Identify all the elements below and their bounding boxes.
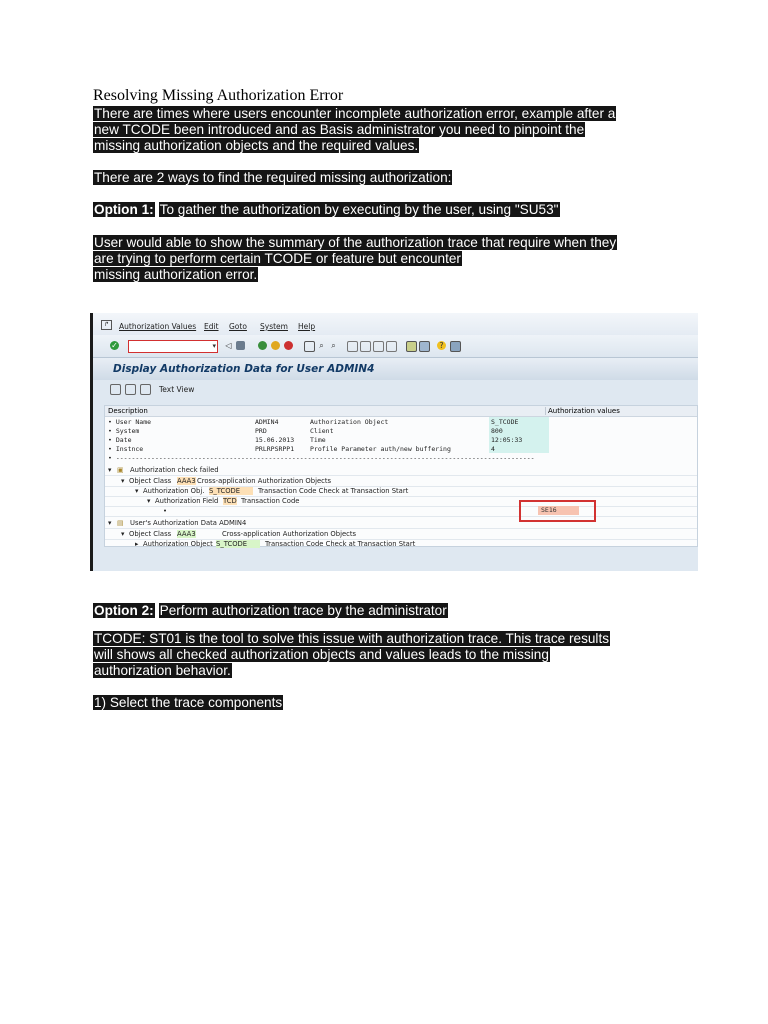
tree-node-object-class-2[interactable]: ▾ Object Class AAA3 Cross-application Authorization Objects [105, 529, 697, 540]
menu-help[interactable]: Help [298, 322, 316, 331]
command-field[interactable] [128, 340, 218, 353]
find-next-icon[interactable]: ⌕ [331, 341, 336, 350]
col-authorization-values: Authorization values [545, 407, 620, 415]
su53-line-1: User would able to show the summary of the authorization trace that require when they [94, 235, 617, 250]
folder-icon: ▤ [117, 519, 124, 527]
application-toolbar [93, 381, 698, 399]
menu-authorization-values[interactable]: Authorization Values [119, 322, 197, 331]
authorization-data-panel [104, 405, 698, 547]
enter-icon[interactable]: ✓ [111, 341, 118, 350]
folder-icon: ▣ [117, 466, 124, 474]
shortcut-icon[interactable] [419, 341, 430, 352]
collapse-arrow-icon[interactable]: ▾ [108, 466, 112, 474]
next-page-icon[interactable] [373, 341, 384, 352]
text-view-button[interactable]: Text View [159, 385, 195, 394]
column-header-row [105, 406, 697, 417]
tree-node-users-authorization[interactable]: ▾ ▤ User's Authorization Data ADMIN4 [105, 518, 697, 529]
expand-arrow-icon[interactable]: ▸ [135, 540, 139, 548]
st01-line-3: authorization behavior. [94, 663, 231, 679]
menu-icon[interactable]: ↱ [101, 320, 112, 330]
last-page-icon[interactable] [386, 341, 397, 352]
st01-line-2: will shows all checked authorization objects and values leads to the missing [94, 647, 549, 663]
collapse-arrow-icon[interactable]: ▾ [135, 487, 139, 495]
ways-paragraph [93, 170, 693, 186]
su53-paragraph [93, 235, 693, 284]
collapse-arrow-icon[interactable]: ▾ [121, 477, 125, 485]
dropdown-icon[interactable]: ▾ [212, 342, 216, 350]
tree-node-object-class[interactable]: ▾ Object Class AAA3 Cross-application Authorization Objects [105, 476, 697, 487]
option1-text: To gather the authorization by executing by the user, using "SU53" [159, 202, 559, 217]
back-green-icon[interactable] [258, 341, 267, 350]
table-row: • Date 15.06.2013 Time 12:05:33 [108, 436, 523, 444]
screen-title: Display Authorization Data for User ADMIN4 [113, 363, 375, 375]
menu-system[interactable]: System [260, 322, 288, 331]
option1-label: Option 1: [94, 202, 154, 217]
menu-edit[interactable]: Edit [204, 322, 219, 331]
separator-row: • ----------------------------------------------------------------------------------------------------------- [108, 454, 535, 462]
intro-paragraph [93, 106, 693, 155]
collapse-arrow-icon[interactable]: ▾ [108, 519, 112, 527]
st01-line-1: TCODE: ST01 is the tool to solve this issue with authorization trace. This trace results [94, 631, 610, 646]
collapse-arrow-icon[interactable]: ▾ [147, 497, 151, 505]
sap-menu-bar [93, 313, 698, 335]
col-description: Description [108, 407, 148, 415]
save-icon[interactable] [236, 341, 245, 350]
expand-icon[interactable] [110, 384, 121, 395]
exit-icon[interactable] [271, 341, 280, 350]
st01-paragraph [93, 631, 693, 680]
select-icon[interactable] [140, 384, 151, 395]
step1-text: 1) Select the trace components [94, 695, 283, 710]
tree-node-authorization-object-2[interactable]: ▸ Authorization Object S_TCODE Transaction Code Check at Transaction Start [135, 540, 416, 548]
option2-label: Option 2: [94, 603, 154, 618]
previous-page-icon[interactable] [360, 341, 371, 352]
intro-line-2: new TCODE been introduced and as Basis administrator you need to pinpoint the [94, 122, 585, 138]
tree-node-authorization-object[interactable]: ▾ Authorization Obj. S_TCODE Transaction Code Check at Transaction Start [105, 486, 697, 497]
intro-line-3: missing authorization objects and the required values. [94, 138, 419, 154]
help-icon[interactable]: ? [437, 341, 446, 350]
tree-node-field-value: • [105, 506, 697, 517]
find-icon[interactable]: ⌕ [319, 341, 324, 350]
table-row: • Instnce PRLRPSRPP1 Profile Parameter auth/new buffering 4 [108, 445, 495, 453]
sap-screenshot [90, 313, 698, 571]
collapse-icon[interactable] [125, 384, 136, 395]
ways-text: There are 2 ways to find the required missing authorization: [94, 170, 452, 185]
back-icon[interactable]: ◁ [225, 341, 232, 350]
tree-node-check-failed[interactable]: ▾ ▣ Authorization check failed [105, 465, 697, 476]
su53-line-3: missing authorization error. [94, 267, 258, 283]
collapse-arrow-icon[interactable]: ▾ [121, 530, 125, 538]
intro-line-1: There are times where users encounter incomplete authorization error, example after a [94, 106, 616, 121]
print-icon[interactable] [304, 341, 315, 352]
table-row: • System PRD Client 800 [108, 427, 503, 435]
option2-text: Perform authorization trace by the administrator [159, 603, 447, 618]
layout-icon[interactable] [450, 341, 461, 352]
create-session-icon[interactable] [406, 341, 417, 352]
su53-line-2: are trying to perform certain TCODE or feature but encounter [94, 251, 461, 267]
step1-paragraph [93, 695, 693, 711]
tree-node-authorization-field[interactable]: ▾ Authorization Field TCD Transaction Code [105, 496, 697, 507]
cancel-icon[interactable] [284, 341, 293, 350]
option2-paragraph [93, 603, 693, 619]
first-page-icon[interactable] [347, 341, 358, 352]
table-row: • User Name ADMIN4 Authorization Object S_TCODE [108, 418, 519, 426]
sap-toolbar [93, 335, 698, 358]
option1-paragraph [93, 202, 693, 218]
document-title: Resolving Missing Authorization Error [93, 87, 344, 104]
menu-goto[interactable]: Goto [229, 322, 247, 331]
sap-title-bar [93, 358, 698, 380]
missing-value: SE16 [538, 506, 579, 515]
